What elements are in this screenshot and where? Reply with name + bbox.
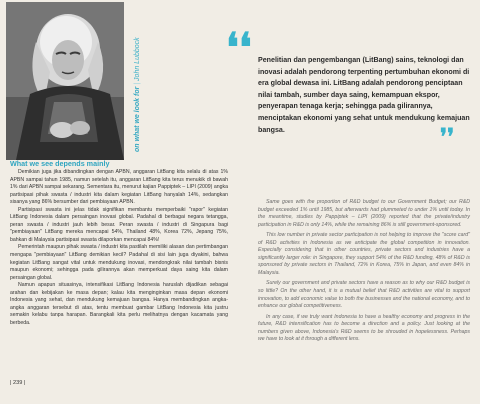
vertical-caption-main: on what we look for <box>134 86 141 152</box>
close-quote-mark: ❜❜ <box>440 124 455 150</box>
pull-quote: Penelitian dan pengembangan (LitBang) sains, teknologi dan inovasi adalah pendorong terpenting pertumbuhan ekonomi di era global dewasa ini. LitBang adalah pendorong penciptaan nilai tambah, sumber daya saing, kemampuan ekspor, penyerapan tenaga kerja; sehingga pada gilirannya, menciptakan ekonomi yang sehat untuk mendukung kemajuan bangsa. <box>258 56 470 134</box>
portrait-illustration <box>6 2 154 160</box>
page-number-value: 239 <box>13 380 23 386</box>
english-body-text <box>258 199 470 347</box>
paragraph: Surely our government and private sectors have a reason as to why our R&D budget is so little? On the other hand, it is a mutual belief that R&D activities are vital to support innovation, to add economic value to both the businesses and the national economy, and to enhance our global competitiveness. <box>258 280 470 310</box>
vertical-caption: on what we look for | John Lubbock <box>134 37 141 152</box>
illustration-caption: What we see depends mainly <box>10 159 110 168</box>
paragraph: Partisipasi swasta ini jelas tidak signifikan membantu memperbaiki "rapor" kegiatan LitBang Indonesia dalam persaingan inovasi global. Padahal di berbagai negara tetangga, peran swasta / industri jauh lebih besar. Peran swasta / industri di Singapura bagi "pembiayaan" LitBang mereka mencapai 54%, Thailand 48%, Korea 72%, Jepang 75%, bahkan di Malaysia partisipasi swasta dilaporkan mencapai 84%! <box>10 206 228 243</box>
paragraph: In any case, if we truly want Indonesia to have a healthy economy and progress in the future, R&D intensification has to become a direction and a policy. Just looking at the numbers given above, Indonesia's R&D seems to be shrouded in hopelessness. Perhaps we have to look at it through a different lens. <box>258 313 470 343</box>
vertical-caption-author: John Lubbock <box>134 37 141 81</box>
portrait-drawing <box>6 2 154 160</box>
paragraph: This low number in private sector participation is not helping to improve the "score card" of R&D activities in Indonesia as we anticipate the global competition in innovation. Especially considering that in other countries, private sectors and industries have a significantly larger role: in Singapore, they support 54% of the R&D funding, 48% of R&D is sponsored by private sectors in Thailand, 72% in Korea, 75% in Japan, and even 84% in Malaysia. <box>258 232 470 276</box>
paragraph: Pemerintah maupun pihak swasta / industri kita pastilah memiliki alasan dan pertimbangan mengapa "pembiayaan" LitBang demikian kecil? Padahal di sisi lain juga diyakini, bahwa kegiatan LitBang sangat vital untuk mendukung inovasi, mendongkrak nilai tambah bisnis maupun ekonomi; sehingga pada gilirannya akan memperkuat daya saing kita dalam persaingan global. <box>10 244 228 281</box>
open-quote-mark: ❛❛ <box>226 24 252 71</box>
paragraph: Namun apapun situasinya, intensifikasi LitBang Indonesia haruslah dijadikan sebagai arahan dan kebijakan ke masa depan; kalau kita menginginkan masa depan ekonomi Indonesia yang sehat, dan mendukung kemajuan bangsa. Hanya membandingkan angka-angka anggaran tersebut di atas, tentu membuat gambar LitBang Indonesia kita justru semakin kelabu tanpa harapan. Barangkali kita perlu melihatnya dengan kacamata yang berbeda. <box>10 282 228 326</box>
indonesian-body-text <box>10 169 228 327</box>
paragraph: Demikian juga jika dibandingkan dengan APBN, anggaran LitBang kita selalu di atas 1% APBN sampai tahun 1985, namun setelah itu, anggaran LitBang kita terus menukik di bawah 1% dari APBN sampai sekarang. Sementara itu, menurut kajian Pappiptek – LIPI (2009) angka partisipasi pihak swasta / industri kita dalam kegiatan LitBang hanyalah 14%, sedangkan sisanya yang 86% bersumber dari pembiayaan APBN. <box>10 169 228 206</box>
paragraph: Same goes with the proportion of R&D budget to our Government Budget; our R&D budget exceeded 1% until 1985, but afterwards had plummeted to under 1% until today. In the meantime, studies by Pappiptek – LIPI (2009) reported that the private/industry participation in R&D is only 14%, while the remaining 86% is still government-sponsored. <box>258 199 470 228</box>
page-number: | 239 | <box>10 380 26 386</box>
